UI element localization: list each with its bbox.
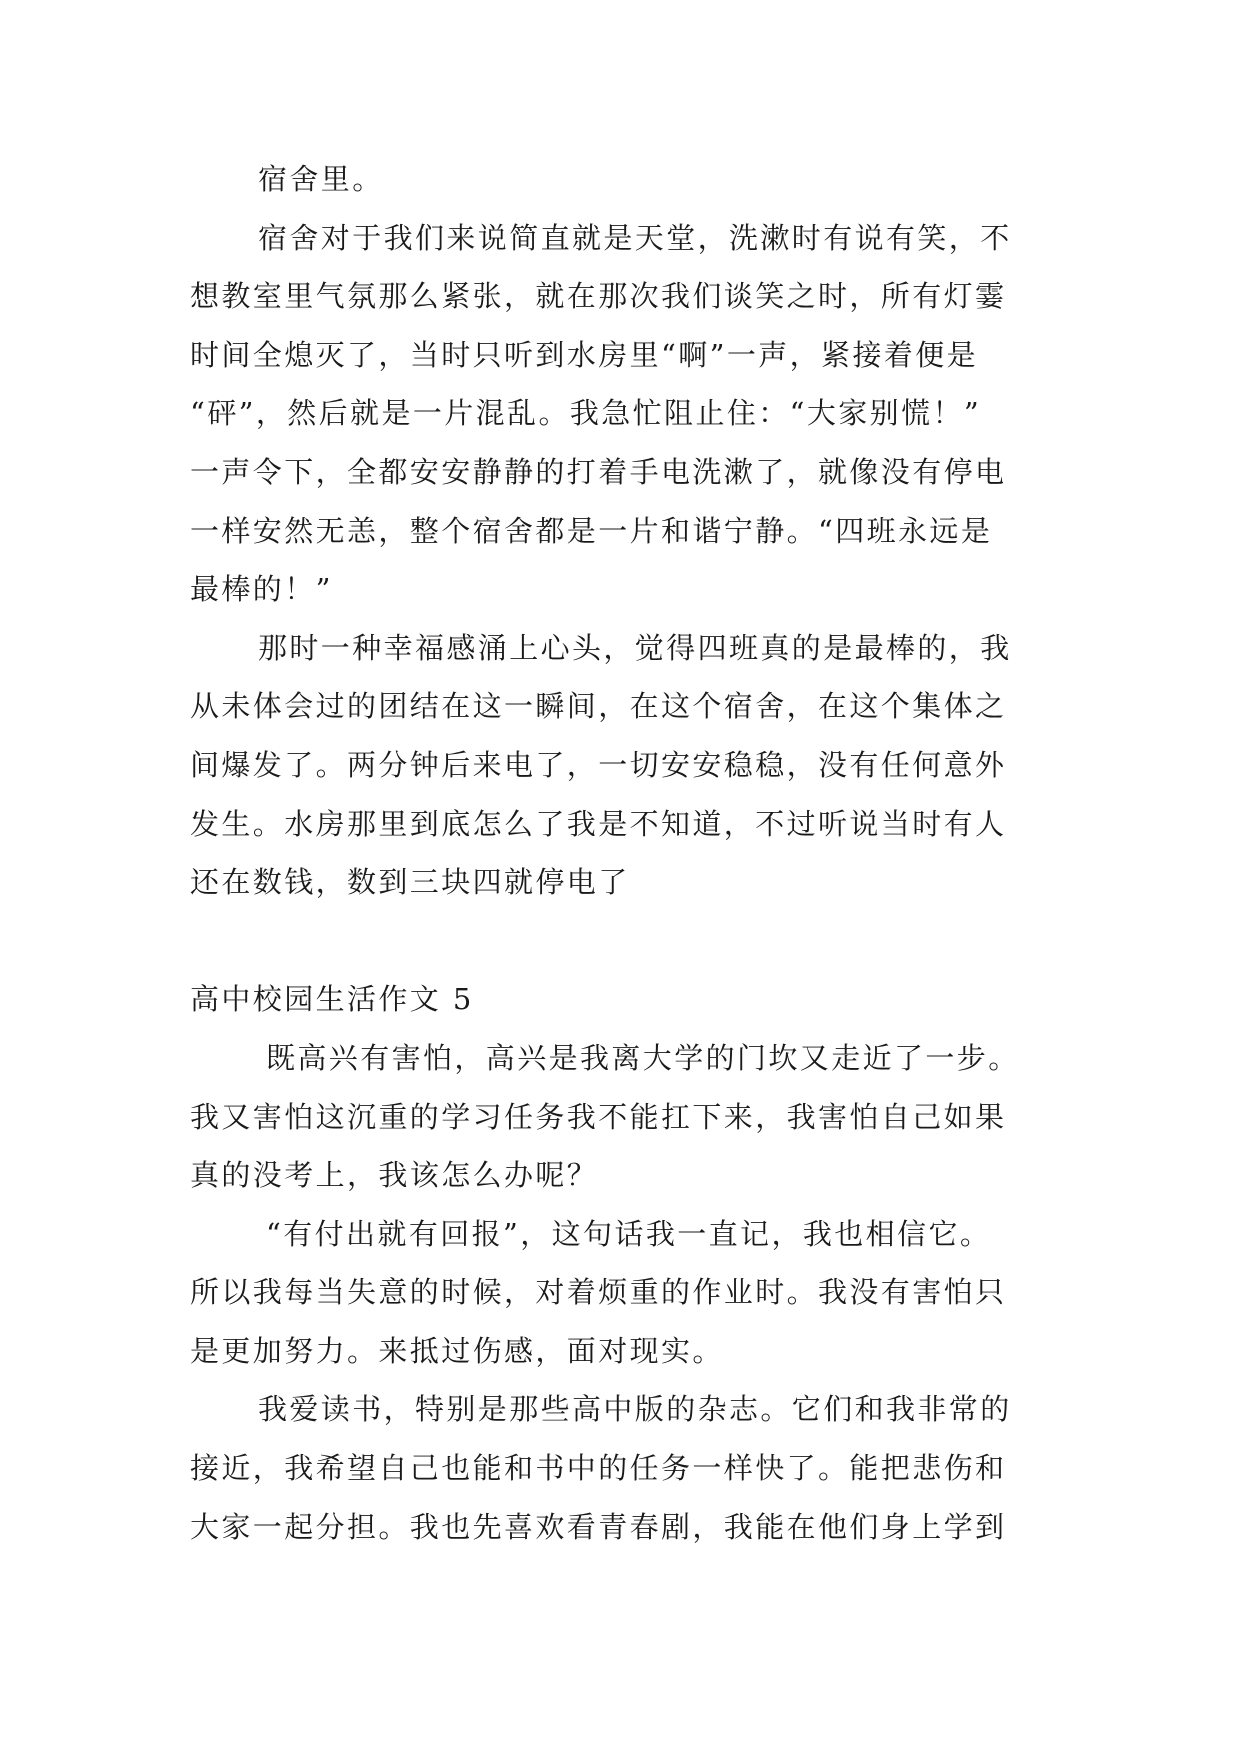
paragraph-line: 大家一起分担。我也先喜欢看青春剧，我能在他们身上学到 (190, 1509, 1007, 1544)
paragraph-line: 一声令下，全都安安静静的打着手电洗漱了，就像没有停电 (190, 454, 1007, 489)
paragraph-line: 想教室里气氛那么紧张，就在那次我们谈笑之时，所有灯霎 (190, 279, 1007, 314)
paragraph-line: 一样安然无恙，整个宿舍都是一片和谐宁静。“四班永远是 (190, 513, 993, 548)
paragraph-line: 从未体会过的团结在这一瞬间，在这个宿舍，在这个集体之 (190, 689, 1007, 724)
paragraph-line: 我爱读书，特别是那些高中版的杂志。它们和我非常的 (258, 1392, 1012, 1427)
paragraph-line: 最棒的！” (190, 572, 333, 607)
paragraph-line: 宿舍里。 (258, 162, 384, 196)
paragraph-line: 时间全熄灭了，当时只听到水房里“啊”一声，紧接着便是 (190, 337, 979, 372)
paragraph-line: “有付出就有回报”，这句话我一直记，我也相信它。 (266, 1216, 992, 1251)
document-body (190, 150, 1060, 1556)
paragraph-line: 接近，我希望自己也能和书中的任务一样快了。能把悲伤和 (190, 1451, 1007, 1486)
paragraph-line: 真的没考上，我该怎么办呢？ (190, 1158, 599, 1193)
paragraph-line: 还在数钱，数到三块四就停电了 (190, 865, 630, 900)
paragraph-line: 间爆发了。两分钟后来电了，一切安安稳稳，没有任何意外 (190, 747, 1007, 782)
paragraph-line: 宿舍对于我们来说简直就是天堂，洗漱时有说有笑，不 (258, 220, 1012, 255)
paragraph-line: 既高兴有害怕，高兴是我离大学的门坎又走近了一步。 (266, 1040, 1020, 1075)
section-heading: 高中校园生活作文 5 (190, 982, 474, 1017)
paragraph-line: 是更加努力。来抵过伤感，面对现实。 (190, 1333, 724, 1368)
paragraph-line: 那时一种幸福感涌上心头，觉得四班真的是最棒的，我 (258, 630, 1012, 665)
section-spacer (190, 912, 1060, 971)
paragraph-line: 发生。水房那里到底怎么了我是不知道，不过听说当时有人 (190, 806, 1007, 841)
paragraph-line: “砰”，然后就是一片混乱。我急忙阻止住：“大家别慌！” (190, 396, 982, 431)
paragraph-line: 我又害怕这沉重的学习任务我不能扛下来，我害怕自己如果 (190, 1099, 1007, 1134)
paragraph-line: 所以我每当失意的时候，对着烦重的作业时。我没有害怕只 (190, 1275, 1007, 1310)
